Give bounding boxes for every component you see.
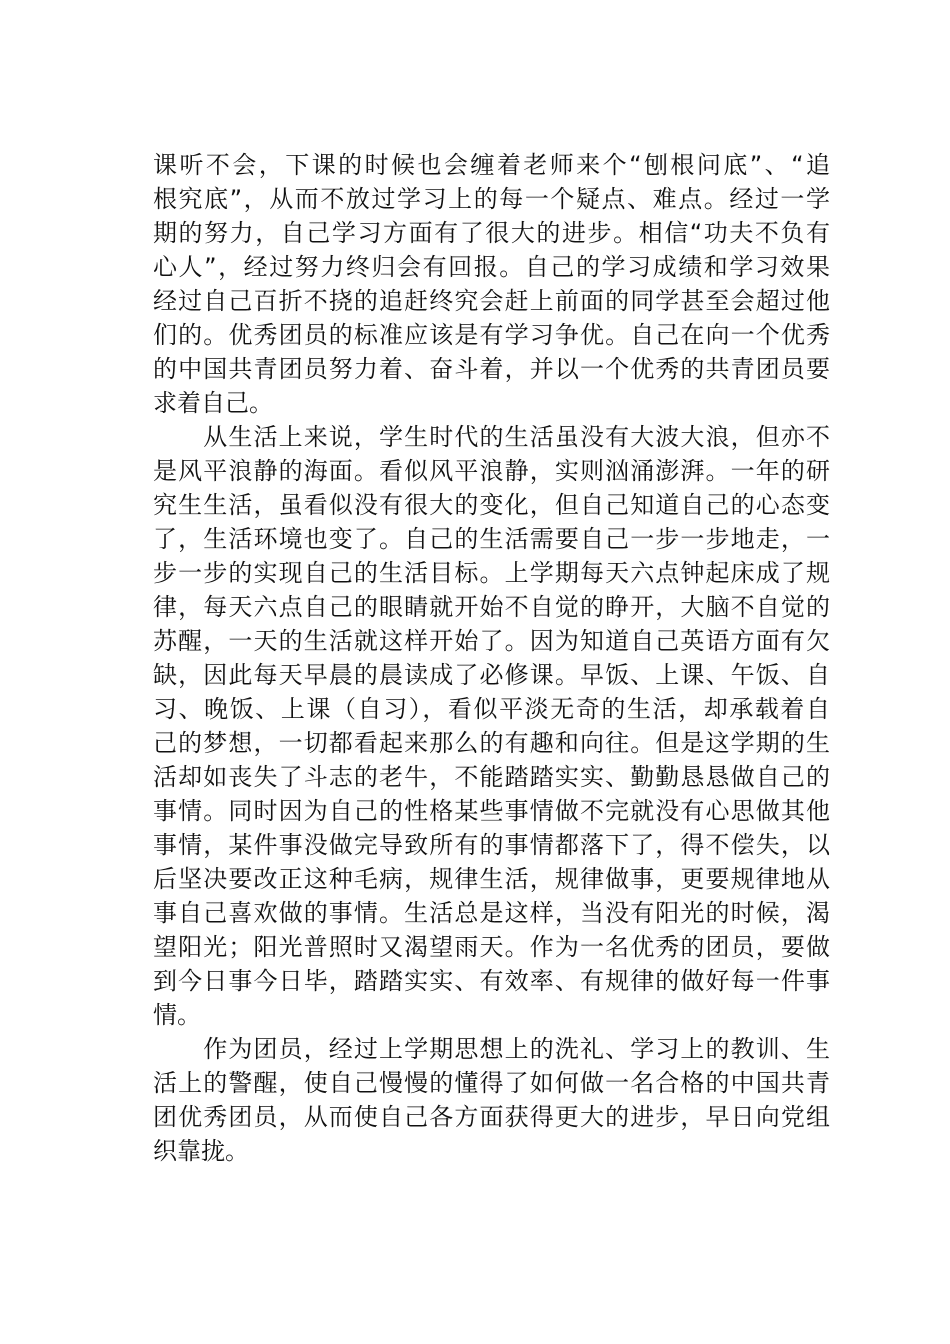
text-line: 步一步的实现自己的生活目标。上学期每天六点钟起床成了规 [153, 559, 830, 587]
paragraph-2 [153, 420, 830, 1032]
text-line: 经过自己百折不挠的追赶终究会赶上前面的同学甚至会超过他 [153, 287, 830, 315]
text-line: 织靠拢。 [153, 1137, 249, 1165]
text-line: 求着自己。 [153, 389, 273, 417]
text-line: 律，每天六点自己的眼睛就开始不自觉的睁开，大脑不自觉的 [153, 593, 830, 621]
paragraph-3 [153, 1032, 830, 1168]
text-line: 事情。同时因为自己的性格某些事情做不完就没有心思做其他 [153, 797, 830, 825]
text-line: 事自己喜欢做的事情。生活总是这样，当没有阳光的时候，渴 [153, 899, 830, 927]
text-line: 期的努力，自己学习方面有了很大的进步。相信“功夫不负有 [153, 219, 830, 247]
document-body [153, 148, 830, 1168]
text-line: 事情，某件事没做完导致所有的事情都落下了，得不偿失，以 [153, 831, 830, 859]
text-line: 课听不会，下课的时候也会缠着老师来个“刨根问底”、“追 [153, 151, 830, 179]
text-line: 了，生活环境也变了。自己的生活需要自己一步一步地走，一 [153, 525, 830, 553]
text-line: 到今日事今日毕，踏踏实实、有效率、有规律的做好每一件事 [153, 967, 830, 995]
text-line: 缺，因此每天早晨的晨读成了必修课。早饭、上课、午饭、自 [153, 661, 830, 689]
text-line: 己的梦想，一切都看起来那么的有趣和向往。但是这学期的生 [153, 729, 830, 757]
text-line: 究生生活，虽看似没有很大的变化，但自己知道自己的心态变 [153, 491, 830, 519]
text-line: 团优秀团员，从而使自己各方面获得更大的进步，早日向党组 [153, 1103, 830, 1131]
text-line: 们的。优秀团员的标准应该是有学习争优。自己在向一个优秀 [153, 321, 830, 349]
text-line: 根究底”，从而不放过学习上的每一个疑点、难点。经过一学 [153, 185, 830, 213]
text-line: 的中国共青团员努力着、奋斗着，并以一个优秀的共青团员要 [153, 355, 830, 383]
text-line: 作为团员，经过上学期思想上的洗礼、学习上的教训、生 [153, 1035, 830, 1063]
text-line: 习、晚饭、上课（自习），看似平淡无奇的生活，却承载着自 [153, 695, 830, 723]
text-line: 后坚决要改正这种毛病，规律生活，规律做事，更要规律地从 [153, 865, 830, 893]
text-line: 心人”，经过努力终归会有回报。自己的学习成绩和学习效果 [153, 253, 830, 281]
text-line: 情。 [153, 1001, 201, 1029]
paragraph-1 [153, 148, 830, 420]
text-line: 望阳光；阳光普照时又渴望雨天。作为一名优秀的团员，要做 [153, 933, 830, 961]
text-line: 是风平浪静的海面。看似风平浪静，实则汹涌澎湃。一年的研 [153, 457, 830, 485]
text-line: 活却如丧失了斗志的老牛，不能踏踏实实、勤勤恳恳做自己的 [153, 763, 830, 791]
text-line: 苏醒，一天的生活就这样开始了。因为知道自己英语方面有欠 [153, 627, 830, 655]
text-line: 从生活上来说，学生时代的生活虽没有大波大浪，但亦不 [153, 423, 830, 451]
text-line: 活上的警醒，使自己慢慢的懂得了如何做一名合格的中国共青 [153, 1069, 830, 1097]
